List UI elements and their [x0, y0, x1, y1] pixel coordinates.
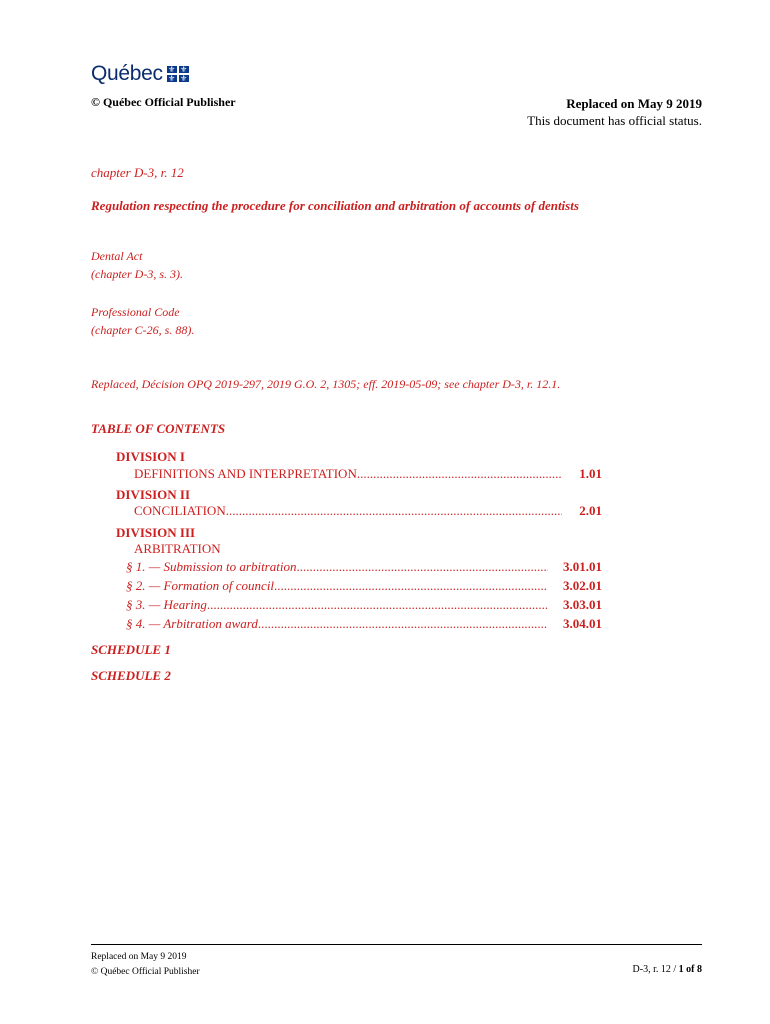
toc-division-label: ARBITRATION	[134, 541, 221, 556]
toc-title: TABLE OF CONTENTS	[91, 421, 226, 436]
enabling-law-ref: (chapter D-3, s. 3).	[91, 267, 183, 281]
toc-section-entry[interactable]	[126, 559, 602, 575]
page-indicator	[633, 964, 702, 975]
enabling-law-ref: (chapter C-26, s. 88).	[91, 323, 195, 337]
publisher-label: © Québec Official Publisher	[91, 95, 236, 109]
quebec-logo	[91, 62, 189, 86]
enabling-law-act: Dental Act	[91, 249, 143, 263]
toc-leader-dots	[296, 559, 548, 575]
toc-entry[interactable]	[134, 466, 602, 482]
toc-entry-number: 3.03.01	[563, 597, 602, 612]
toc-leader-dots	[274, 578, 548, 594]
footer-info	[91, 950, 200, 980]
footer-ref: D-3, r. 12 /	[632, 964, 679, 975]
chapter-reference: chapter D-3, r. 12	[91, 165, 184, 180]
toc-entry-label: DEFINITIONS AND INTERPRETATION	[134, 466, 357, 481]
toc-entry-number: 3.02.01	[563, 578, 602, 593]
toc-division-heading: DIVISION II	[116, 487, 191, 502]
toc-entry[interactable]	[134, 503, 602, 519]
toc-schedule[interactable]: SCHEDULE 2	[91, 668, 171, 683]
toc-division-heading: DIVISION I	[116, 449, 185, 464]
toc-entry-number: 1.01	[579, 466, 602, 481]
toc-leader-dots	[357, 466, 562, 482]
toc-leader-dots	[258, 616, 548, 632]
toc-entry-label: § 3. — Hearing	[126, 597, 207, 612]
official-status-text: This document has official status.	[527, 113, 702, 128]
toc-entry-label: § 4. — Arbitration award	[126, 616, 258, 631]
toc-entry-number: 3.04.01	[563, 616, 602, 631]
enabling-law	[91, 247, 183, 283]
fleurdelise-flag-icon: ⚜ ⚜ ⚜ ⚜	[168, 65, 188, 83]
regulation-title: Regulation respecting the procedure for conciliation and arbitration of accounts of dentists	[91, 198, 579, 213]
toc-section-entry[interactable]	[126, 597, 602, 613]
enabling-law-act: Professional Code	[91, 305, 180, 319]
replaced-note: Replaced, Décision OPQ 2019-297, 2019 G.O. 2, 1305; eff. 2019-05-09; see chapter D-3, r. 12.1.	[91, 377, 561, 391]
footer-divider	[91, 944, 702, 945]
replaced-label: Replaced on May 9 2019	[566, 96, 702, 111]
footer-publisher: © Québec Official Publisher	[91, 967, 200, 977]
enabling-law	[91, 303, 194, 339]
toc-entry-number: 3.01.01	[563, 559, 602, 574]
toc-division-heading: DIVISION III	[116, 525, 196, 540]
toc-schedule[interactable]: SCHEDULE 1	[91, 642, 171, 657]
toc-entry-number: 2.01	[579, 503, 602, 518]
toc-leader-dots	[207, 597, 548, 613]
toc-section-entry[interactable]	[126, 578, 602, 594]
logo-wordmark: Québec	[91, 62, 163, 85]
page-number: 1 of 8	[678, 964, 702, 975]
footer-replaced: Replaced on May 9 2019	[91, 952, 187, 962]
toc-leader-dots	[226, 503, 562, 519]
toc-entry-label: § 2. — Formation of council	[126, 578, 275, 593]
toc-entry-label: § 1. — Submission to arbitration	[126, 559, 297, 574]
toc-section-entry[interactable]	[126, 616, 602, 632]
toc-entry-label: CONCILIATION	[134, 503, 226, 518]
document-status	[527, 95, 702, 129]
